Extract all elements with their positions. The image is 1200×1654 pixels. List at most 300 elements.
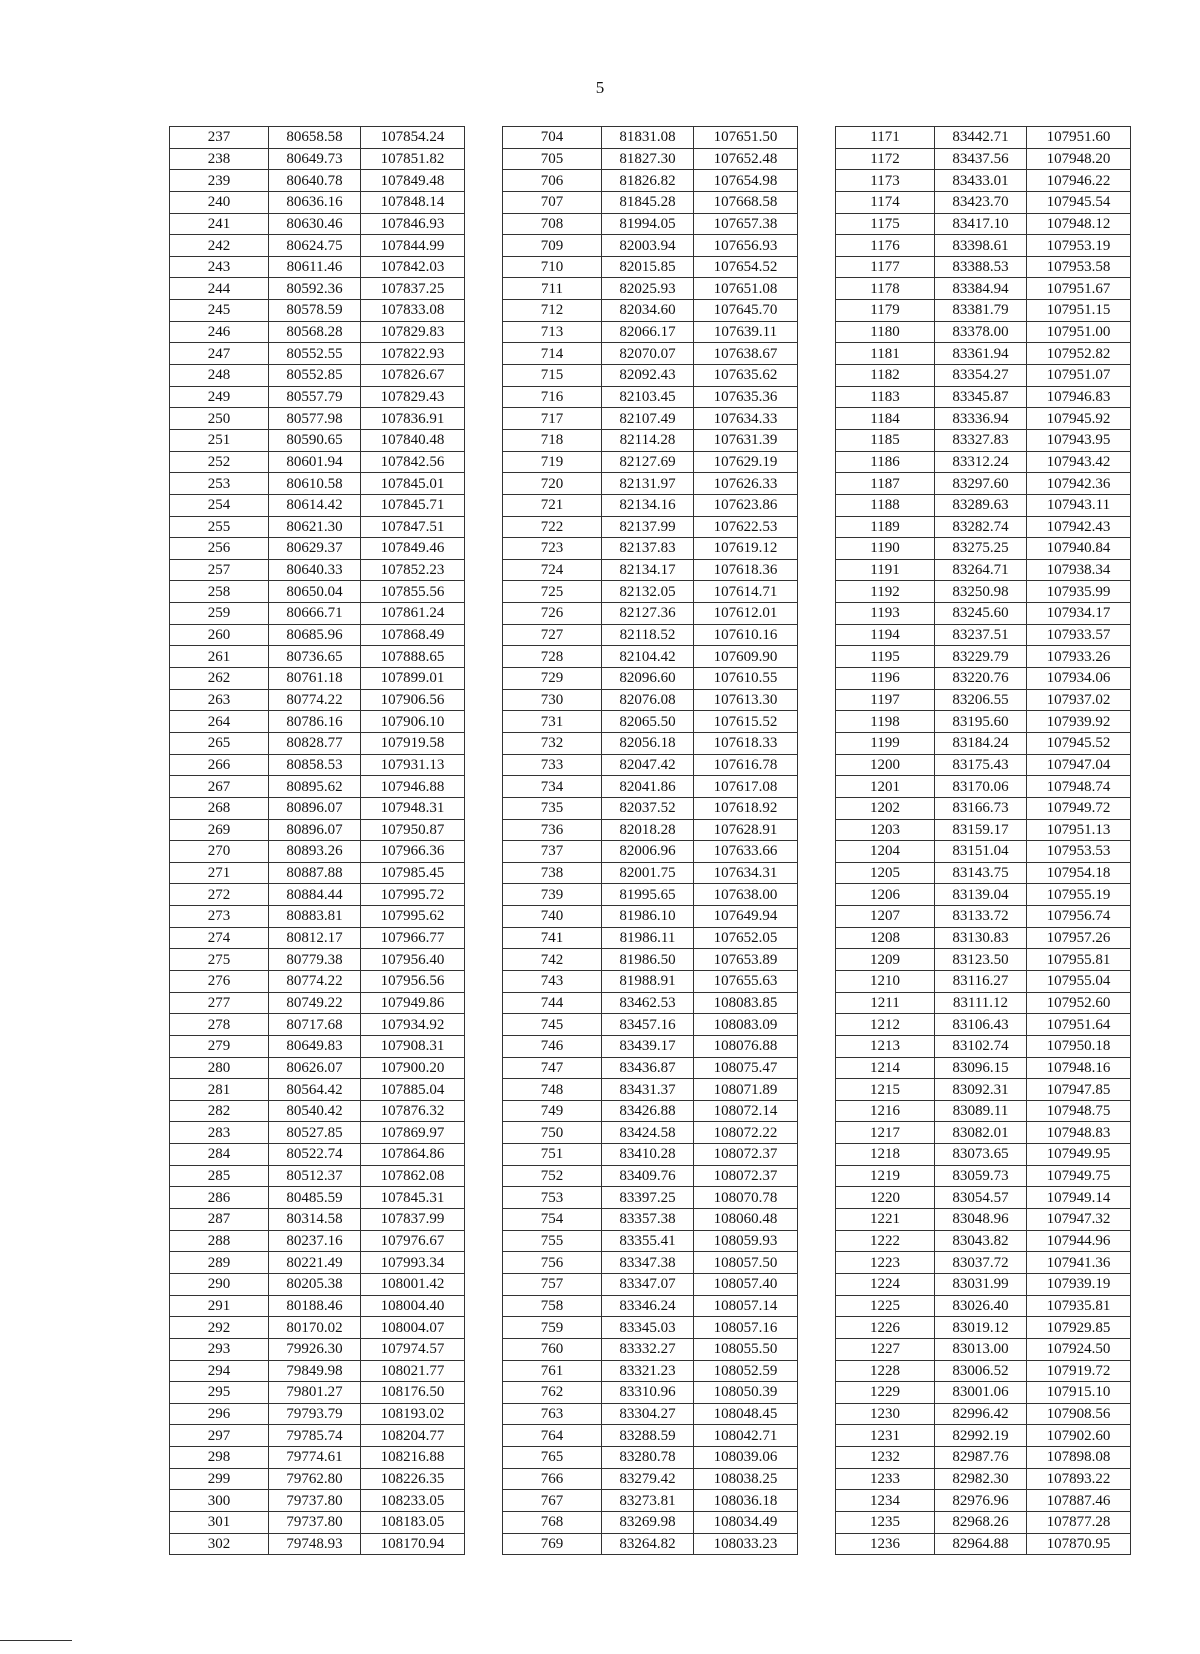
table-row [836,451,1131,473]
point-number-cell: 239 [170,170,269,192]
point-number-cell: 274 [170,927,269,949]
point-number-cell: 768 [503,1512,602,1534]
x-coordinate-cell: 83001.06 [935,1382,1027,1404]
x-coordinate-cell: 81986.11 [602,927,694,949]
y-coordinate-cell: 107934.06 [1027,668,1131,690]
point-number-cell: 257 [170,559,269,581]
y-coordinate-cell: 107951.00 [1027,321,1131,343]
table-row [503,624,798,646]
table-row [836,884,1131,906]
table-row [170,1533,465,1555]
table-row [170,1338,465,1360]
table-row [503,191,798,213]
x-coordinate-cell: 83130.83 [935,927,1027,949]
y-coordinate-cell: 107634.33 [694,408,798,430]
table-row [836,1403,1131,1425]
y-coordinate-cell: 107946.88 [361,776,465,798]
table-row [170,148,465,170]
point-number-cell: 1218 [836,1144,935,1166]
y-coordinate-cell: 107654.98 [694,170,798,192]
y-coordinate-cell: 107974.57 [361,1338,465,1360]
x-coordinate-cell: 80629.37 [269,538,361,560]
x-coordinate-cell: 83409.76 [602,1165,694,1187]
x-coordinate-cell: 83439.17 [602,1035,694,1057]
x-coordinate-cell: 80522.74 [269,1144,361,1166]
point-number-cell: 1235 [836,1512,935,1534]
table-row [836,1035,1131,1057]
y-coordinate-cell: 107615.52 [694,711,798,733]
table-row [503,148,798,170]
table-row [170,1230,465,1252]
y-coordinate-cell: 107933.57 [1027,624,1131,646]
y-coordinate-cell: 108072.14 [694,1100,798,1122]
table-row [170,970,465,992]
table-row [503,1295,798,1317]
table-row [836,538,1131,560]
y-coordinate-cell: 107629.19 [694,451,798,473]
x-coordinate-cell: 80577.98 [269,408,361,430]
table-row [170,321,465,343]
x-coordinate-cell: 82964.88 [935,1533,1027,1555]
table-row [503,1360,798,1382]
table-row [170,1100,465,1122]
point-number-cell: 758 [503,1295,602,1317]
y-coordinate-cell: 108204.77 [361,1425,465,1447]
point-number-cell: 298 [170,1447,269,1469]
y-coordinate-cell: 107885.04 [361,1079,465,1101]
table-row [170,256,465,278]
x-coordinate-cell: 83384.94 [935,278,1027,300]
table-row [836,754,1131,776]
table-row [836,1187,1131,1209]
y-coordinate-cell: 107931.13 [361,754,465,776]
x-coordinate-cell: 83417.10 [935,213,1027,235]
table-row [503,1144,798,1166]
y-coordinate-cell: 107945.54 [1027,191,1131,213]
point-number-cell: 286 [170,1187,269,1209]
point-number-cell: 269 [170,819,269,841]
y-coordinate-cell: 108076.88 [694,1035,798,1057]
table-row [503,516,798,538]
x-coordinate-cell: 82996.42 [935,1403,1027,1425]
table-row [503,992,798,1014]
y-coordinate-cell: 107609.90 [694,646,798,668]
table-row [503,1382,798,1404]
y-coordinate-cell: 107900.20 [361,1057,465,1079]
x-coordinate-cell: 82976.96 [935,1490,1027,1512]
table-row [836,624,1131,646]
table-row [503,408,798,430]
table-row [503,365,798,387]
x-coordinate-cell: 82127.69 [602,451,694,473]
x-coordinate-cell: 83013.00 [935,1338,1027,1360]
y-coordinate-cell: 107985.45 [361,862,465,884]
point-number-cell: 291 [170,1295,269,1317]
y-coordinate-cell: 107956.74 [1027,906,1131,928]
table-row [170,862,465,884]
point-number-cell: 1173 [836,170,935,192]
table-row [836,256,1131,278]
y-coordinate-cell: 107888.65 [361,646,465,668]
point-number-cell: 254 [170,494,269,516]
point-number-cell: 251 [170,429,269,451]
x-coordinate-cell: 83321.23 [602,1360,694,1382]
table-row [170,711,465,733]
point-number-cell: 705 [503,148,602,170]
point-number-cell: 294 [170,1360,269,1382]
y-coordinate-cell: 108057.16 [694,1317,798,1339]
y-coordinate-cell: 107840.48 [361,429,465,451]
table-row [503,213,798,235]
point-number-cell: 1180 [836,321,935,343]
table-row [836,1533,1131,1555]
x-coordinate-cell: 82047.42 [602,754,694,776]
y-coordinate-cell: 108059.93 [694,1230,798,1252]
point-number-cell: 1232 [836,1447,935,1469]
table-row [836,711,1131,733]
point-number-cell: 762 [503,1382,602,1404]
x-coordinate-cell: 83229.79 [935,646,1027,668]
y-coordinate-cell: 107612.01 [694,603,798,625]
point-number-cell: 299 [170,1468,269,1490]
point-number-cell: 242 [170,235,269,257]
x-coordinate-cell: 83457.16 [602,1014,694,1036]
point-number-cell: 302 [170,1533,269,1555]
point-number-cell: 1176 [836,235,935,257]
x-coordinate-cell: 83166.73 [935,797,1027,819]
point-number-cell: 725 [503,581,602,603]
table-row [836,516,1131,538]
x-coordinate-cell: 83280.78 [602,1447,694,1469]
table-row [170,776,465,798]
y-coordinate-cell: 107836.91 [361,408,465,430]
x-coordinate-cell: 80237.16 [269,1230,361,1252]
y-coordinate-cell: 107935.99 [1027,581,1131,603]
x-coordinate-cell: 83159.17 [935,819,1027,841]
x-coordinate-cell: 83096.15 [935,1057,1027,1079]
x-coordinate-cell: 80624.75 [269,235,361,257]
x-coordinate-cell: 82987.76 [935,1447,1027,1469]
x-coordinate-cell: 83092.31 [935,1079,1027,1101]
table-row [170,1144,465,1166]
x-coordinate-cell: 82003.94 [602,235,694,257]
y-coordinate-cell: 108176.50 [361,1382,465,1404]
table-row [503,1338,798,1360]
x-coordinate-cell: 83102.74 [935,1035,1027,1057]
x-coordinate-cell: 80552.85 [269,365,361,387]
point-number-cell: 1185 [836,429,935,451]
table-row [170,624,465,646]
table-row [836,927,1131,949]
y-coordinate-cell: 107947.85 [1027,1079,1131,1101]
y-coordinate-cell: 107829.43 [361,386,465,408]
y-coordinate-cell: 107899.01 [361,668,465,690]
point-number-cell: 1187 [836,473,935,495]
x-coordinate-cell: 82103.45 [602,386,694,408]
y-coordinate-cell: 107948.16 [1027,1057,1131,1079]
table-row [170,1490,465,1512]
table-row [170,473,465,495]
table-row [503,1317,798,1339]
x-coordinate-cell: 83410.28 [602,1144,694,1166]
y-coordinate-cell: 108083.85 [694,992,798,1014]
y-coordinate-cell: 107949.86 [361,992,465,1014]
table-row [170,343,465,365]
y-coordinate-cell: 107956.56 [361,970,465,992]
x-coordinate-cell: 79762.80 [269,1468,361,1490]
point-number-cell: 723 [503,538,602,560]
y-coordinate-cell: 107848.14 [361,191,465,213]
x-coordinate-cell: 80893.26 [269,841,361,863]
y-coordinate-cell: 107939.19 [1027,1273,1131,1295]
y-coordinate-cell: 107952.82 [1027,343,1131,365]
y-coordinate-cell: 108050.39 [694,1382,798,1404]
point-number-cell: 1181 [836,343,935,365]
y-coordinate-cell: 107869.97 [361,1122,465,1144]
x-coordinate-cell: 80895.62 [269,776,361,798]
x-coordinate-cell: 79926.30 [269,1338,361,1360]
table-row [170,127,465,149]
y-coordinate-cell: 107635.36 [694,386,798,408]
x-coordinate-cell: 83345.87 [935,386,1027,408]
table-row [836,494,1131,516]
y-coordinate-cell: 108033.23 [694,1533,798,1555]
point-number-cell: 1201 [836,776,935,798]
point-number-cell: 735 [503,797,602,819]
table-row [836,1360,1131,1382]
x-coordinate-cell: 83288.59 [602,1425,694,1447]
table-row [503,603,798,625]
y-coordinate-cell: 107953.19 [1027,235,1131,257]
table-row [170,300,465,322]
y-coordinate-cell: 107924.50 [1027,1338,1131,1360]
x-coordinate-cell: 80592.36 [269,278,361,300]
x-coordinate-cell: 81994.05 [602,213,694,235]
x-coordinate-cell: 83424.58 [602,1122,694,1144]
point-number-cell: 281 [170,1079,269,1101]
x-coordinate-cell: 80786.16 [269,711,361,733]
table-row [170,1252,465,1274]
point-number-cell: 300 [170,1490,269,1512]
x-coordinate-cell: 83264.71 [935,559,1027,581]
y-coordinate-cell: 107635.62 [694,365,798,387]
x-coordinate-cell: 82018.28 [602,819,694,841]
x-coordinate-cell: 83019.12 [935,1317,1027,1339]
y-coordinate-cell: 108055.50 [694,1338,798,1360]
y-coordinate-cell: 107944.96 [1027,1230,1131,1252]
point-number-cell: 267 [170,776,269,798]
x-coordinate-cell: 80601.94 [269,451,361,473]
y-coordinate-cell: 107870.95 [1027,1533,1131,1555]
y-coordinate-cell: 107657.38 [694,213,798,235]
point-number-cell: 751 [503,1144,602,1166]
point-number-cell: 750 [503,1122,602,1144]
y-coordinate-cell: 107887.46 [1027,1490,1131,1512]
point-number-cell: 1217 [836,1122,935,1144]
point-number-cell: 283 [170,1122,269,1144]
x-coordinate-cell: 83237.51 [935,624,1027,646]
point-number-cell: 1190 [836,538,935,560]
y-coordinate-cell: 107638.00 [694,884,798,906]
y-coordinate-cell: 107939.92 [1027,711,1131,733]
table-row [170,191,465,213]
table-row [836,1122,1131,1144]
table-row [170,927,465,949]
x-coordinate-cell: 83026.40 [935,1295,1027,1317]
y-coordinate-cell: 108048.45 [694,1403,798,1425]
x-coordinate-cell: 79737.80 [269,1490,361,1512]
table-row [503,1230,798,1252]
x-coordinate-cell: 83143.75 [935,862,1027,884]
x-coordinate-cell: 83111.12 [935,992,1027,1014]
y-coordinate-cell: 107946.83 [1027,386,1131,408]
x-coordinate-cell: 82066.17 [602,321,694,343]
point-number-cell: 1216 [836,1100,935,1122]
table-row [503,1079,798,1101]
y-coordinate-cell: 107949.95 [1027,1144,1131,1166]
y-coordinate-cell: 107951.60 [1027,127,1131,149]
x-coordinate-cell: 83184.24 [935,732,1027,754]
table-row [503,797,798,819]
point-number-cell: 715 [503,365,602,387]
y-coordinate-cell: 108072.37 [694,1165,798,1187]
x-coordinate-cell: 83347.38 [602,1252,694,1274]
y-coordinate-cell: 107654.52 [694,256,798,278]
point-number-cell: 301 [170,1512,269,1534]
table-row [170,1014,465,1036]
x-coordinate-cell: 82968.26 [935,1512,1027,1534]
y-coordinate-cell: 108042.71 [694,1425,798,1447]
x-coordinate-cell: 80896.07 [269,797,361,819]
point-number-cell: 756 [503,1252,602,1274]
table-row [503,343,798,365]
table-row [503,841,798,863]
x-coordinate-cell: 80736.65 [269,646,361,668]
y-coordinate-cell: 107948.83 [1027,1122,1131,1144]
x-coordinate-cell: 83355.41 [602,1230,694,1252]
y-coordinate-cell: 107906.10 [361,711,465,733]
table-row [170,235,465,257]
point-number-cell: 1204 [836,841,935,863]
x-coordinate-cell: 83206.55 [935,689,1027,711]
y-coordinate-cell: 108072.22 [694,1122,798,1144]
table-row [503,127,798,149]
y-coordinate-cell: 107651.08 [694,278,798,300]
point-number-cell: 1231 [836,1425,935,1447]
table-row [170,1122,465,1144]
y-coordinate-cell: 108057.14 [694,1295,798,1317]
table-row [836,1317,1131,1339]
x-coordinate-cell: 80557.79 [269,386,361,408]
y-coordinate-cell: 107877.28 [1027,1512,1131,1534]
x-coordinate-cell: 80578.59 [269,300,361,322]
y-coordinate-cell: 107955.19 [1027,884,1131,906]
x-coordinate-cell: 81988.91 [602,970,694,992]
point-number-cell: 713 [503,321,602,343]
table-row [836,170,1131,192]
y-coordinate-cell: 108039.06 [694,1447,798,1469]
x-coordinate-cell: 80883.81 [269,906,361,928]
table-row [836,213,1131,235]
x-coordinate-cell: 82025.93 [602,278,694,300]
x-coordinate-cell: 82131.97 [602,473,694,495]
y-coordinate-cell: 107951.67 [1027,278,1131,300]
table-row [170,884,465,906]
x-coordinate-cell: 80666.71 [269,603,361,625]
y-coordinate-cell: 107837.25 [361,278,465,300]
x-coordinate-cell: 82992.19 [935,1425,1027,1447]
table-row [503,711,798,733]
x-coordinate-cell: 82034.60 [602,300,694,322]
point-number-cell: 237 [170,127,269,149]
point-number-cell: 1191 [836,559,935,581]
y-coordinate-cell: 107919.58 [361,732,465,754]
table-row [503,538,798,560]
x-coordinate-cell: 83151.04 [935,841,1027,863]
table-row [836,797,1131,819]
point-number-cell: 1207 [836,906,935,928]
x-coordinate-cell: 83054.57 [935,1187,1027,1209]
table-row [836,603,1131,625]
point-number-cell: 1209 [836,949,935,971]
y-coordinate-cell: 108052.59 [694,1360,798,1382]
x-coordinate-cell: 83431.37 [602,1079,694,1101]
table-row [836,1252,1131,1274]
point-number-cell: 259 [170,603,269,625]
x-coordinate-cell: 80621.30 [269,516,361,538]
y-coordinate-cell: 107957.26 [1027,927,1131,949]
point-number-cell: 760 [503,1338,602,1360]
x-coordinate-cell: 83123.50 [935,949,1027,971]
y-coordinate-cell: 107951.15 [1027,300,1131,322]
x-coordinate-cell: 83059.73 [935,1165,1027,1187]
table-row [170,1360,465,1382]
table-row [503,1014,798,1036]
point-number-cell: 246 [170,321,269,343]
point-number-cell: 1211 [836,992,935,1014]
table-row [836,1165,1131,1187]
point-number-cell: 284 [170,1144,269,1166]
point-number-cell: 293 [170,1338,269,1360]
y-coordinate-cell: 107851.82 [361,148,465,170]
x-coordinate-cell: 80774.22 [269,689,361,711]
point-number-cell: 744 [503,992,602,1014]
y-coordinate-cell: 107613.30 [694,689,798,711]
y-coordinate-cell: 108021.77 [361,1360,465,1382]
point-number-cell: 1230 [836,1403,935,1425]
x-coordinate-cell: 80887.88 [269,862,361,884]
x-coordinate-cell: 82041.86 [602,776,694,798]
x-coordinate-cell: 82134.16 [602,494,694,516]
table-row [836,148,1131,170]
point-number-cell: 765 [503,1447,602,1469]
table-row [170,1165,465,1187]
x-coordinate-cell: 79748.93 [269,1533,361,1555]
y-coordinate-cell: 107949.72 [1027,797,1131,819]
y-coordinate-cell: 107633.66 [694,841,798,863]
table-row [503,581,798,603]
y-coordinate-cell: 107953.58 [1027,256,1131,278]
table-row [170,559,465,581]
x-coordinate-cell: 83361.94 [935,343,1027,365]
y-coordinate-cell: 107942.36 [1027,473,1131,495]
point-number-cell: 718 [503,429,602,451]
point-number-cell: 767 [503,1490,602,1512]
point-number-cell: 1234 [836,1490,935,1512]
y-coordinate-cell: 107955.04 [1027,970,1131,992]
y-coordinate-cell: 107626.33 [694,473,798,495]
y-coordinate-cell: 107946.22 [1027,170,1131,192]
